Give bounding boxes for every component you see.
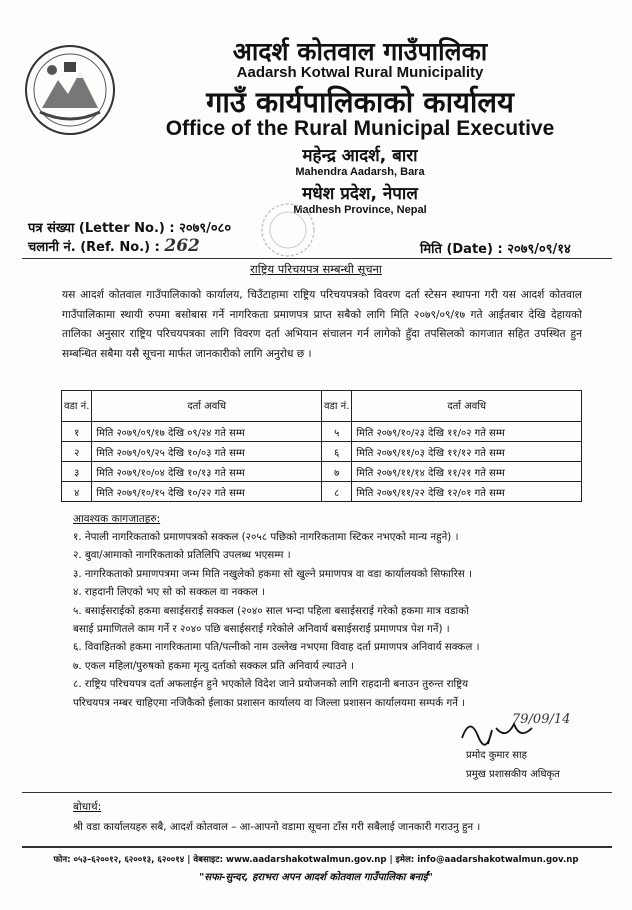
ward-no-cell: ४ <box>62 482 92 502</box>
letter-date-label: मिति (Date) : <box>420 242 503 257</box>
ward-no-cell: ७ <box>322 462 352 482</box>
ward-no-cell: ३ <box>62 462 92 482</box>
list-item: ३. नागरिकताको प्रमाणपत्रमा जन्म मिति नखुलेको हकमा सो खुल्ने प्रमाणपत्र वा वडा कार्यालयको सिफारिस । <box>73 567 472 580</box>
reference-number-value: 262 <box>164 236 200 256</box>
list-item: ८. राष्ट्रिय परिचयपत्र दर्ता अफलाईन हुने भएकोले विदेश जाने प्रयोजनको लागि राहदानी बनाउन तुरुन्त राष्ट्रिय <box>73 678 469 691</box>
list-item: ४. राहदानी लिएको भए सो को सक्कल वा नक्कल । <box>73 586 265 599</box>
period-cell: मिति २०७९/११/१४ देखि ११/२१ गते सम्म <box>352 462 582 482</box>
ward-no-cell: ६ <box>322 442 352 462</box>
period-header: दर्ता अवधि <box>352 391 582 422</box>
period-cell: मिति २०७९/१०/०४ देखि १०/१३ गते सम्म <box>92 462 322 482</box>
office-stamp <box>258 200 318 260</box>
footer-contact: फोन: ०५३–६२००१२, ६२००१३, ६२००१४ | वेबसाइट: www.aadarshakotwalmun.gov.np | इमेल: info@aadarshakotwalmun.gov.np <box>53 855 579 865</box>
letter-number-label: पत्र संख्या (Letter No.) : <box>28 221 175 236</box>
list-item: ५. बसाईसराईको हकमा बसाईसराई सक्कल (२०४० साल भन्दा पहिला बसाईसराई गरेको हकमा मात्र वडाको <box>73 604 469 617</box>
ward-no-cell: २ <box>62 442 92 462</box>
municipality-name-en: Aadarsh Kotwal Rural Municipality <box>236 64 484 81</box>
required-documents-title: आवश्यक कागजातहरु: <box>73 513 161 525</box>
signature-date: 79/09/14 <box>512 712 571 727</box>
footer-divider <box>22 846 612 848</box>
list-item: ७. एकल महिला/पुरुषको हकमा मृत्यु दर्ताको सक्कल प्रति अनिवार्य ल्याउने । <box>73 659 354 672</box>
list-item: परिचयपत्र नम्बर चाहिएमा नजिकैको ईलाका प्रशासन कार्यालय वा जिल्ला प्रशासन कार्यालयमा सम्पर्क गर्ने । <box>73 696 466 709</box>
ward-no-cell: १ <box>62 422 92 442</box>
province-np: मधेश प्रदेश, नेपाल <box>302 184 418 204</box>
place-np: महेन्द्र आदर्श, बारा <box>302 146 418 166</box>
period-header: दर्ता अवधि <box>92 391 322 422</box>
registration-schedule-table <box>61 390 582 502</box>
letter-date <box>420 239 571 257</box>
list-item: २. बुवा/आमाको नागरिकताको प्रतिलिपि उपलब्ध भएसम्म । <box>73 549 291 562</box>
note-divider <box>22 792 612 793</box>
list-item: बसाई प्रमाणितले काम गर्ने र २०४० पछि बसाईसराई गरेकोले अनिवार्य बसाईसराई प्रमाणपत्र पेश गर्ने) । <box>73 623 450 636</box>
table-header-row <box>62 391 582 422</box>
letter-number-value: २०७९/०८० <box>179 221 232 236</box>
signatory-name: प्रमोद कुमार साह <box>466 750 527 761</box>
period-cell: मिति २०७९/०९/२५ देखि १०/०३ गते सम्म <box>92 442 322 462</box>
period-cell: मिति २०७९/११/०३ देखि ११/१२ गते सम्म <box>352 442 582 462</box>
place-en: Mahendra Aadarsh, Bara <box>295 166 425 178</box>
ward-no-cell: ५ <box>322 422 352 442</box>
cc-title: बोधार्थ: <box>73 801 102 813</box>
notice-body: यस आदर्श कोतवाल गाउँपालिकाको कार्यालय, चिउँटाहामा राष्ट्रिय परिचयपत्रको विवरण दर्ता स्टेसन स्थापना गरी यस आदर्श कोतवाल गाउँपालिकामा स्थायी रुपमा बसोबास गर्ने नागरिकता प्रमाणपत्र प्राप्त सबैको लागि मिति २०७९/०९/१७ गते आईतबार देखि देहायको तालिका अनुसार राष्ट्रिय परिचयपत्रका लागि विवरण दर्ता अभियान संचालन गर्न लागेको हुँदा तपसिलको कागजात सहित उपस्थित हुन सम्बन्धित सबैमा यसै सूचना मार्फत जानकारीको लागि अनुरोध छ । <box>62 289 582 360</box>
office-name-np: गाउँ कार्यपालिकाको कार्यालय <box>206 85 514 119</box>
table-row <box>62 422 582 442</box>
footer-slogan: "सफा-सुन्दर, हराभरा अपन आदर्श कोतवाल गाउँपालिका बनाईं" <box>199 872 433 883</box>
reference-number-label: चलानी नं. (Ref. No.) : <box>28 240 160 255</box>
office-name-en: Office of the Rural Municipal Executive <box>165 117 555 140</box>
reference-number <box>28 236 200 256</box>
handwritten-signature <box>440 710 590 750</box>
period-cell: मिति २०७९/०९/१७ देखि ०९/२४ गते सम्म <box>92 422 322 442</box>
header-divider <box>22 258 612 259</box>
signatory-post: प्रमुख प्रशासकीय अधिकृत <box>466 769 560 780</box>
list-item: १. नेपाली नागरिकताको प्रमाणपत्रको सक्कल (२०५८ पछिको नागरिकतामा स्टिकर नभएको मान्य नहुने) । <box>73 531 459 543</box>
notice-subject: राष्ट्रिय परिचयपत्र सम्बन्धी सूचना <box>250 262 382 276</box>
period-cell: मिति २०७९/११/२२ देखि १२/०१ गते सम्म <box>352 482 582 502</box>
list-item: ६. विवाहितको हकमा नागरिकतामा पति/पत्नीको नाम उल्लेख नभएमा विवाह दर्ता प्रमाणपत्र अनिवार्य सक्कल । <box>73 641 480 654</box>
table-row <box>62 442 582 462</box>
ward-no-header: वडा नं. <box>62 391 92 422</box>
required-documents-list <box>73 528 573 712</box>
table-row <box>62 462 582 482</box>
province-en: Madhesh Province, Nepal <box>293 204 427 216</box>
period-cell: मिति २०७९/१०/२३ देखि ११/०२ गते सम्म <box>352 422 582 442</box>
cc-text: श्री वडा कार्यालयहरु सबै, आदर्श कोतवाल – आ-आपनो वडामा सूचना टाँस गरी सबैलाई जानकारी गराउनु हुन । <box>73 821 481 833</box>
table-row <box>62 482 582 502</box>
letter-date-value: २०७९/०९/१४ <box>507 242 571 257</box>
emblem-logo <box>22 42 118 138</box>
ward-no-cell: ८ <box>322 482 352 502</box>
ward-no-header: वडा नं. <box>322 391 352 422</box>
letter-number <box>28 218 231 236</box>
municipality-name-np: आदर्श कोतवाल गाउँपालिका <box>232 37 488 66</box>
period-cell: मिति २०७९/१०/१५ देखि १०/२२ गते सम्म <box>92 482 322 502</box>
